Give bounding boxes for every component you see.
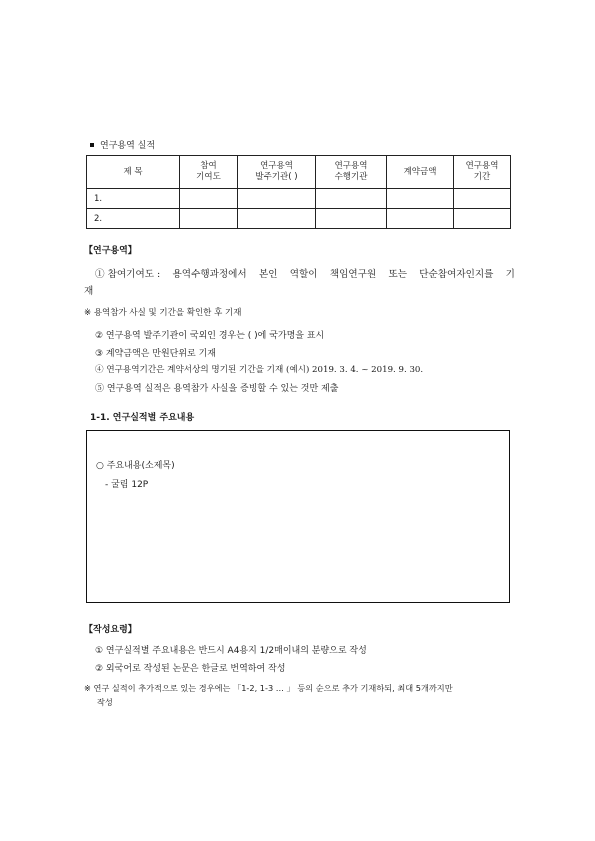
research-note-1: ※ 용역참가 사실 및 기간을 확인한 후 기재 [84, 308, 242, 318]
box-topic-line: ○ 주요내용(소제목) [96, 461, 175, 471]
research-item-4: ④ 연구용역기간은 계약서상의 명기된 기간을 기재 (예시) 2019. 3. 4. ~ 2019. 9. 30. [95, 365, 424, 375]
writing-heading: 【작성요령】 [84, 625, 137, 635]
table-cell[interactable] [180, 189, 238, 209]
table-cell[interactable] [316, 209, 387, 229]
research-heading: 【연구용역】 [84, 246, 137, 256]
table-header-row [87, 156, 511, 189]
header-title: 제 목 [87, 156, 180, 189]
table-cell[interactable] [454, 209, 511, 229]
header-contract-amount: 계약금액 [387, 156, 454, 189]
header-client-org: 연구용역 발주기관( ) [238, 156, 316, 189]
research-item-1: ① 참여기여도 : 용역수행과정에서 본인 역할이 책임연구원 또는 단순참여자인지를 기 [95, 269, 515, 280]
research-item-2: ② 연구용역 발주기관이 국외인 경우는 ( )에 국가명을 표시 [95, 331, 325, 341]
table-cell[interactable] [454, 189, 511, 209]
writing-item-1: ① 연구실적별 주요내용은 반드시 A4용지 1/2매이내의 분량으로 작성 [95, 646, 367, 656]
box-font-line: - 굴림 12P [105, 480, 149, 490]
table-cell[interactable] [387, 209, 454, 229]
table-row [87, 209, 511, 229]
header-contribution: 참여 기여도 [180, 156, 238, 189]
table-row [87, 189, 511, 209]
table-cell[interactable] [180, 209, 238, 229]
research-item-1-cont: 재 [84, 286, 94, 297]
writing-item-2: ② 외국어로 작성된 논문은 한글로 번역하여 작성 [95, 664, 286, 674]
section-title: 연구용역 실적 [90, 138, 155, 151]
table-cell[interactable] [387, 189, 454, 209]
writing-note-line-1: ※ 연구 실적이 추가적으로 있는 경우에는 「1-2, 1-3 … 」 등의 순으로 추가 기재하되, 최대 5개까지만 [84, 683, 453, 693]
research-item-3: ③ 계약금액은 만원단위로 기재 [95, 349, 216, 359]
square-bullet-icon [90, 143, 94, 147]
main-content-box[interactable] [86, 430, 510, 603]
table-cell[interactable] [316, 189, 387, 209]
table-cell[interactable]: 1. [87, 189, 180, 209]
header-performing-org: 연구용역 수행기관 [316, 156, 387, 189]
header-period: 연구용역 기간 [454, 156, 511, 189]
table-cell[interactable] [238, 209, 316, 229]
research-performance-table [86, 155, 511, 229]
subsection-title: 1-1. 연구실적별 주요내용 [90, 413, 195, 423]
table-cell[interactable] [238, 189, 316, 209]
writing-note-line-2: 작성 [97, 697, 113, 707]
table-cell[interactable]: 2. [87, 209, 180, 229]
research-item-5: ⑤ 연구용역 실적은 용역참가 사실을 증빙할 수 있는 것만 제출 [95, 384, 339, 394]
